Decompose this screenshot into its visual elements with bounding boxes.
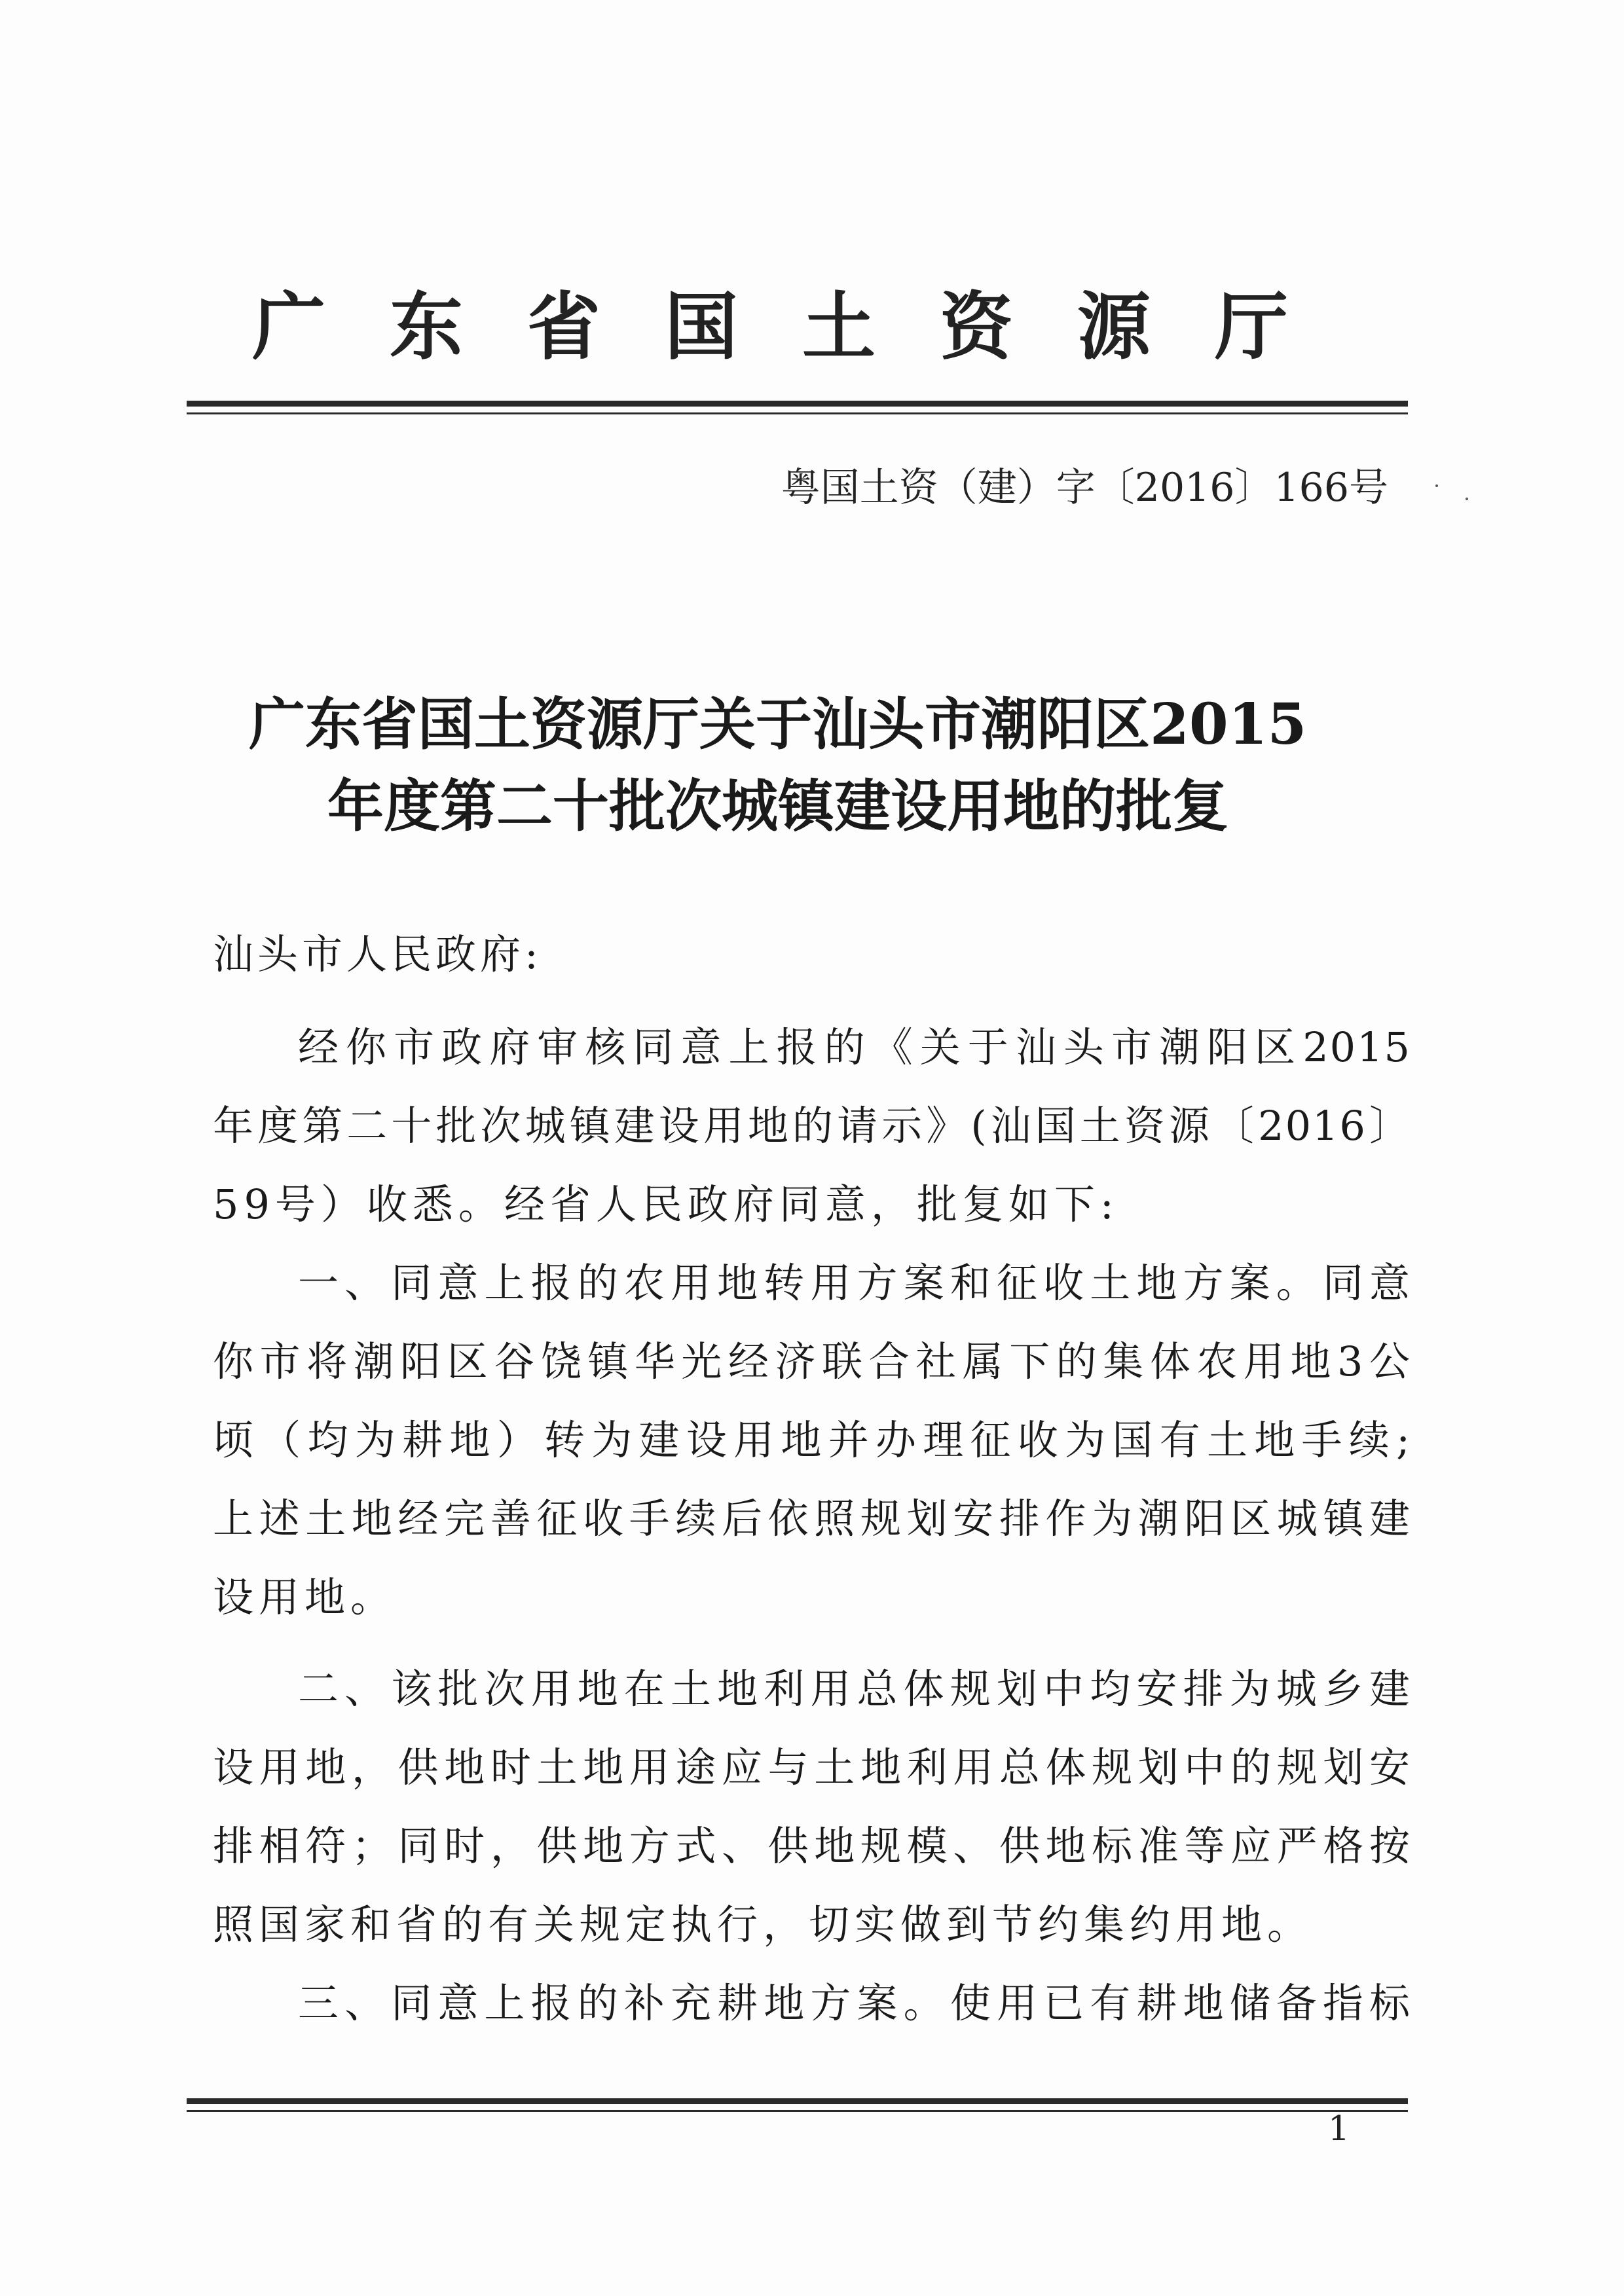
footer-rule-thin <box>187 2110 1408 2112</box>
scan-speck <box>1466 498 1468 500</box>
body-line: 排相符；同时，供地方式、供地规模、供地标准等应严格按 <box>213 1822 1411 1870</box>
body-line: 设用地。 <box>213 1573 397 1621</box>
body-line: 顷（均为耕地）转为建设用地并办理征收为国有土地手续; <box>213 1416 1411 1464</box>
body-line: 三、同意上报的补充耕地方案。使用已有耕地储备指标 <box>298 1979 1411 2027</box>
header-rule-thin <box>187 412 1408 414</box>
document-title-line-2: 年度第二十批次城镇建设用地的批复 <box>327 773 1228 839</box>
body-line: 二、该批次用地在土地利用总体规划中均安排为城乡建 <box>298 1665 1411 1713</box>
document-number: 粤国土资（建）字〔2016〕166号 <box>781 465 1388 511</box>
body-line: 设用地，供地时土地用途应与土地利用总体规划中的规划安 <box>213 1743 1411 1791</box>
body-line: 年度第二十批次城镇建设用地的请示》(汕国土资源〔2016〕 <box>213 1102 1411 1150</box>
document-title-line-1: 广东省国土资源厅关于汕头市潮阳区2015 <box>249 691 1307 757</box>
body-line: 59号）收悉。经省人民政府同意，批复如下: <box>213 1180 1119 1228</box>
body-line: 一、同意上报的农用地转用方案和征收土地方案。同意 <box>298 1259 1411 1307</box>
header-rule-thick <box>187 401 1408 407</box>
body-line: 经你市政府审核同意上报的《关于汕头市潮阳区2015 <box>298 1023 1411 1071</box>
body-line: 你市将潮阳区谷饶镇华光经济联合社属下的集体农用地3公 <box>213 1338 1411 1385</box>
footer-rule-thick <box>187 2098 1408 2104</box>
body-line: 上述土地经完善征收手续后依照规划安排作为潮阳区城镇建 <box>213 1495 1411 1542</box>
agency-header-title: 广东省国土资源厅 <box>252 284 1352 370</box>
scan-speck <box>1435 484 1438 487</box>
addressee: 汕头市人民政府: <box>213 930 542 978</box>
body-line: 照国家和省的有关规定执行，切实做到节约集约用地。 <box>213 1901 1314 1948</box>
page-number: 1 <box>1328 2109 1350 2149</box>
